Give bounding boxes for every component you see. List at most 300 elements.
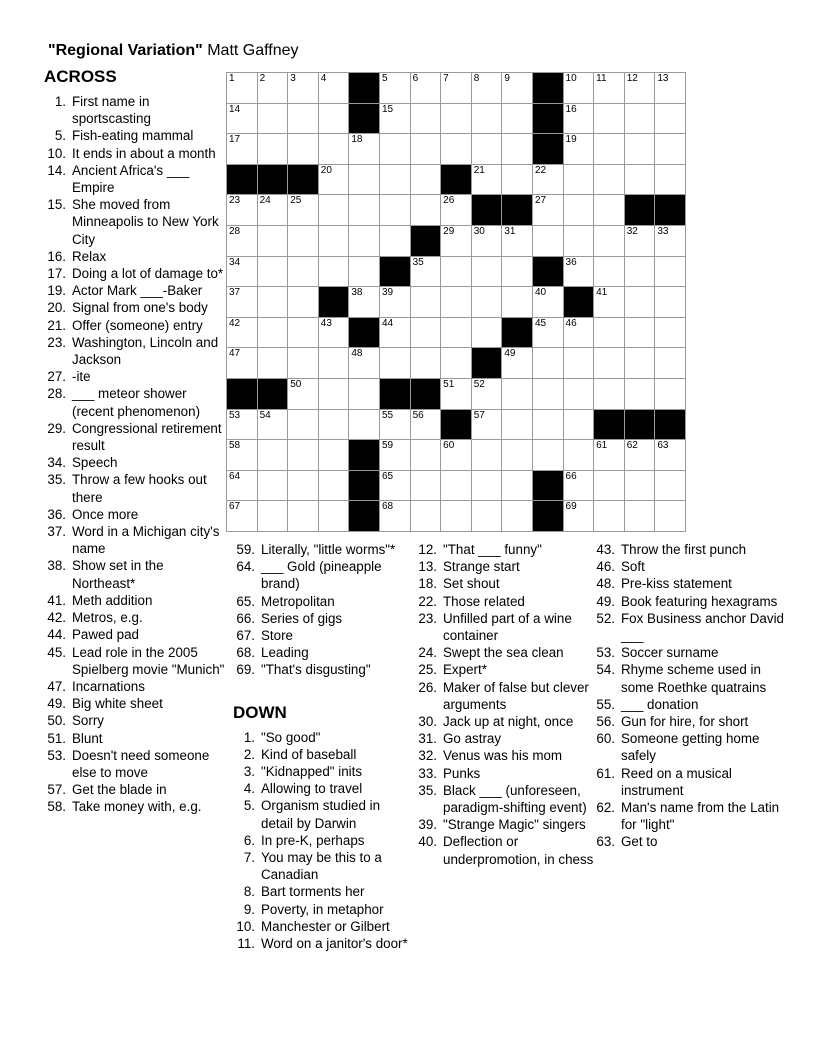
clue-item: [593, 696, 786, 713]
grid-cell[interactable]: [319, 501, 349, 531]
grid-cell[interactable]: [564, 471, 594, 501]
grid-cell[interactable]: [655, 440, 685, 470]
grid-cell[interactable]: [594, 195, 624, 225]
grid-cell[interactable]: [594, 379, 624, 409]
grid-cell[interactable]: [380, 165, 410, 195]
puzzle-title-name: "Regional Variation": [48, 42, 203, 59]
grid-cell[interactable]: [533, 440, 563, 470]
clue-item: [44, 196, 225, 248]
clue-item: [233, 849, 410, 883]
grid-cell[interactable]: [411, 104, 441, 134]
clue-number: 54.: [596, 662, 615, 678]
grid-cell[interactable]: [411, 348, 441, 378]
cell-number: 19: [565, 134, 577, 146]
grid-cell[interactable]: [258, 410, 288, 440]
grid-cell[interactable]: [441, 73, 471, 103]
grid-cell[interactable]: [441, 195, 471, 225]
grid-cell[interactable]: [472, 318, 502, 348]
grid-cell[interactable]: [625, 440, 655, 470]
grid-cell[interactable]: [655, 471, 685, 501]
clue-number: 63.: [596, 834, 615, 850]
grid-cell[interactable]: [594, 226, 624, 256]
grid-cell[interactable]: [411, 134, 441, 164]
grid-cell[interactable]: [502, 134, 532, 164]
grid-cell[interactable]: [441, 348, 471, 378]
grid-cell[interactable]: [472, 379, 502, 409]
grid-cell[interactable]: [655, 73, 685, 103]
clue-number: 4.: [243, 781, 255, 797]
clue-text: Strange start: [443, 559, 520, 575]
grid-cell[interactable]: [594, 165, 624, 195]
grid-cell[interactable]: [227, 257, 257, 287]
grid-black-cell: [625, 195, 655, 225]
grid-cell[interactable]: [655, 165, 685, 195]
grid-cell[interactable]: [564, 440, 594, 470]
grid-cell[interactable]: [655, 318, 685, 348]
grid-cell[interactable]: [655, 226, 685, 256]
grid-cell[interactable]: [564, 501, 594, 531]
cell-number: 9: [504, 73, 510, 84]
grid-cell[interactable]: [564, 104, 594, 134]
grid-cell[interactable]: [319, 73, 349, 103]
grid-cell[interactable]: [288, 73, 318, 103]
grid-cell[interactable]: [227, 104, 257, 134]
grid-cell[interactable]: [441, 379, 471, 409]
cell-number: 23: [229, 195, 241, 207]
clue-item: [593, 661, 786, 695]
grid-black-cell: [655, 410, 685, 440]
grid-cell[interactable]: [441, 318, 471, 348]
grid-cell[interactable]: [625, 257, 655, 287]
grid-cell[interactable]: [441, 501, 471, 531]
cell-number: 29: [443, 225, 455, 237]
grid-cell[interactable]: [655, 379, 685, 409]
grid-cell[interactable]: [258, 73, 288, 103]
grid-cell[interactable]: [227, 287, 257, 317]
grid-cell[interactable]: [655, 104, 685, 134]
grid-cell[interactable]: [564, 410, 594, 440]
clue-item: [593, 730, 786, 764]
grid-cell[interactable]: [533, 195, 563, 225]
grid-cell[interactable]: [594, 471, 624, 501]
clue-text: Get the blade in: [72, 782, 167, 798]
cell-number: 52: [473, 378, 485, 390]
clue-text: Signal from one's body: [72, 300, 208, 316]
clue-text: Ancient Africa's ___ Empire: [72, 162, 190, 196]
clue-number: 32.: [418, 748, 437, 764]
grid-cell[interactable]: [441, 226, 471, 256]
grid-cell[interactable]: [258, 318, 288, 348]
grid-cell[interactable]: [411, 440, 441, 470]
grid-cell[interactable]: [380, 471, 410, 501]
clue-column-2: [233, 541, 410, 952]
grid-cell[interactable]: [564, 257, 594, 287]
clue-number: 52.: [596, 610, 615, 626]
grid-cell[interactable]: [227, 226, 257, 256]
clue-text: Offer (someone) entry: [72, 317, 203, 333]
grid-cell[interactable]: [625, 104, 655, 134]
clue-text: Speech: [72, 455, 118, 471]
clue-item: [44, 712, 225, 729]
clue-text: "That ___ funny": [443, 542, 542, 557]
grid-cell[interactable]: [258, 226, 288, 256]
grid-cell[interactable]: [380, 410, 410, 440]
clue-item: [44, 282, 225, 299]
grid-cell[interactable]: [655, 257, 685, 287]
grid-cell[interactable]: [227, 471, 257, 501]
clue-item: [44, 747, 225, 781]
down-clue-list-1: [233, 729, 410, 953]
clue-item: [415, 747, 594, 764]
grid-cell[interactable]: [349, 134, 379, 164]
clue-text: Punks: [443, 765, 481, 781]
grid-cell[interactable]: [227, 318, 257, 348]
down-clue-list-3: [593, 541, 786, 851]
grid-cell[interactable]: [349, 195, 379, 225]
grid-cell[interactable]: [564, 318, 594, 348]
cell-number: 1: [229, 73, 235, 84]
grid-cell[interactable]: [319, 165, 349, 195]
clue-item: [233, 918, 410, 935]
grid-cell[interactable]: [258, 348, 288, 378]
grid-cell[interactable]: [349, 410, 379, 440]
grid-cell[interactable]: [288, 257, 318, 287]
clue-text: Black ___ (unforeseen, paradigm-shifting event): [443, 782, 587, 816]
grid-cell[interactable]: [380, 348, 410, 378]
grid-cell[interactable]: [625, 287, 655, 317]
grid-cell[interactable]: [564, 73, 594, 103]
grid-cell[interactable]: [288, 348, 318, 378]
clue-text: Soccer surname: [621, 645, 719, 661]
cell-number: 46: [565, 317, 577, 329]
grid-black-cell: [380, 257, 410, 287]
cell-number: 47: [229, 348, 241, 360]
grid-cell[interactable]: [411, 501, 441, 531]
clue-text: "Kidnapped" inits: [261, 764, 363, 780]
grid-cell[interactable]: [227, 501, 257, 531]
grid-cell[interactable]: [594, 134, 624, 164]
grid-cell[interactable]: [564, 348, 594, 378]
grid-cell[interactable]: [288, 287, 318, 317]
clue-item: [44, 798, 225, 815]
grid-cell[interactable]: [472, 287, 502, 317]
grid-cell[interactable]: [502, 410, 532, 440]
cell-number: 51: [443, 378, 455, 390]
grid-cell[interactable]: [411, 410, 441, 440]
grid-cell[interactable]: [411, 257, 441, 287]
clue-item: [44, 145, 225, 162]
grid-cell[interactable]: [227, 348, 257, 378]
clue-number: 39.: [418, 817, 437, 833]
cell-number: 27: [534, 195, 547, 207]
grid-cell[interactable]: [288, 410, 318, 440]
grid-cell[interactable]: [472, 226, 502, 256]
clue-number: 22.: [418, 593, 437, 609]
cell-number: 33: [657, 225, 669, 237]
grid-cell[interactable]: [411, 195, 441, 225]
clue-number: 62.: [596, 800, 615, 816]
grid-cell[interactable]: [533, 226, 563, 256]
grid-cell[interactable]: [472, 410, 502, 440]
grid-cell[interactable]: [594, 318, 624, 348]
grid-black-cell: [594, 410, 624, 440]
clue-text: Meth addition: [72, 592, 153, 608]
grid-black-cell: [411, 379, 441, 409]
clue-item: [415, 644, 594, 661]
grid-cell[interactable]: [411, 287, 441, 317]
clue-item: [415, 593, 594, 610]
clue-item: [233, 729, 410, 746]
grid-cell[interactable]: [380, 134, 410, 164]
clue-number: 36.: [47, 506, 66, 522]
grid-cell[interactable]: [502, 226, 532, 256]
clue-item: [233, 763, 410, 780]
grid-cell[interactable]: [625, 471, 655, 501]
grid-cell[interactable]: [227, 195, 257, 225]
grid-cell[interactable]: [594, 348, 624, 378]
grid-cell[interactable]: [258, 134, 288, 164]
grid-black-cell: [564, 287, 594, 317]
grid-cell[interactable]: [502, 165, 532, 195]
grid-cell[interactable]: [411, 73, 441, 103]
grid-cell[interactable]: [502, 348, 532, 378]
grid-cell[interactable]: [227, 134, 257, 164]
grid-cell[interactable]: [258, 195, 288, 225]
grid-cell[interactable]: [411, 471, 441, 501]
clue-number: 57.: [47, 782, 66, 798]
clue-number: 37.: [47, 524, 66, 540]
grid-cell[interactable]: [411, 318, 441, 348]
grid-cell[interactable]: [349, 348, 379, 378]
clue-item: [233, 901, 410, 918]
grid-cell[interactable]: [594, 73, 624, 103]
grid-cell[interactable]: [502, 73, 532, 103]
grid-cell[interactable]: [472, 134, 502, 164]
grid-cell[interactable]: [288, 471, 318, 501]
grid-cell[interactable]: [533, 348, 563, 378]
grid-cell[interactable]: [288, 318, 318, 348]
grid-cell[interactable]: [472, 501, 502, 531]
clue-item: [415, 679, 594, 713]
grid-black-cell: [502, 195, 532, 225]
grid-cell[interactable]: [533, 410, 563, 440]
grid-cell[interactable]: [288, 379, 318, 409]
clue-item: [44, 781, 225, 798]
grid-cell[interactable]: [349, 226, 379, 256]
cell-number: 32: [626, 225, 638, 237]
clue-text: Relax: [72, 248, 107, 264]
grid-cell[interactable]: [625, 134, 655, 164]
grid-cell[interactable]: [258, 287, 288, 317]
grid-cell[interactable]: [380, 104, 410, 134]
grid-cell[interactable]: [319, 471, 349, 501]
cell-number: 12: [626, 73, 638, 84]
cell-number: 62: [626, 440, 638, 452]
grid-cell[interactable]: [349, 165, 379, 195]
grid-cell[interactable]: [319, 440, 349, 470]
grid-cell[interactable]: [533, 318, 563, 348]
grid-cell[interactable]: [472, 73, 502, 103]
clue-item: [593, 799, 786, 833]
grid-cell[interactable]: [380, 226, 410, 256]
clue-item: [44, 592, 225, 609]
grid-cell[interactable]: [319, 195, 349, 225]
clue-item: [233, 661, 410, 678]
crossword-grid: [226, 72, 686, 532]
grid-cell[interactable]: [625, 501, 655, 531]
cell-number: 13: [657, 73, 669, 84]
grid-cell[interactable]: [441, 104, 471, 134]
grid-cell[interactable]: [502, 440, 532, 470]
grid-cell[interactable]: [349, 257, 379, 287]
clue-number: 17.: [47, 266, 66, 282]
grid-black-cell: [288, 165, 318, 195]
grid-cell[interactable]: [441, 287, 471, 317]
grid-cell[interactable]: [625, 318, 655, 348]
grid-cell[interactable]: [533, 287, 563, 317]
clue-text: Lead role in the 2005 Spielberg movie "Munich": [72, 644, 225, 677]
grid-cell[interactable]: [625, 226, 655, 256]
clue-number: 16.: [47, 248, 66, 264]
grid-black-cell: [441, 410, 471, 440]
grid-cell[interactable]: [288, 104, 318, 134]
clue-text: Take money with, e.g.: [72, 799, 202, 815]
grid-cell[interactable]: [441, 471, 471, 501]
grid-cell[interactable]: [258, 440, 288, 470]
grid-cell[interactable]: [594, 440, 624, 470]
clue-number: 10.: [47, 145, 66, 161]
grid-cell[interactable]: [319, 257, 349, 287]
grid-cell[interactable]: [564, 379, 594, 409]
grid-cell[interactable]: [288, 440, 318, 470]
grid-cell[interactable]: [655, 134, 685, 164]
clue-number: 1.: [243, 729, 255, 745]
cell-number: 5: [381, 73, 388, 84]
cell-number: 43: [320, 317, 332, 329]
grid-cell[interactable]: [258, 501, 288, 531]
grid-black-cell: [472, 348, 502, 378]
clue-item: [415, 558, 594, 575]
grid-cell[interactable]: [625, 348, 655, 378]
cell-number: 56: [412, 409, 424, 421]
clue-text: Leading: [261, 645, 309, 661]
grid-cell[interactable]: [288, 195, 318, 225]
grid-cell[interactable]: [349, 287, 379, 317]
grid-cell[interactable]: [227, 410, 257, 440]
cell-number: 10: [565, 73, 577, 84]
grid-cell[interactable]: [564, 165, 594, 195]
grid-cell[interactable]: [319, 379, 349, 409]
grid-cell[interactable]: [411, 165, 441, 195]
grid-cell[interactable]: [441, 134, 471, 164]
grid-cell[interactable]: [655, 287, 685, 317]
grid-cell[interactable]: [502, 379, 532, 409]
clue-text: Sorry: [72, 713, 104, 729]
clue-item: [44, 299, 225, 316]
grid-cell[interactable]: [472, 104, 502, 134]
grid-black-cell: [533, 134, 563, 164]
grid-cell[interactable]: [502, 471, 532, 501]
grid-cell[interactable]: [655, 501, 685, 531]
grid-cell[interactable]: [625, 165, 655, 195]
grid-cell[interactable]: [319, 348, 349, 378]
grid-black-cell: [441, 165, 471, 195]
clue-item: [233, 610, 410, 627]
grid-cell[interactable]: [319, 410, 349, 440]
grid-cell[interactable]: [594, 287, 624, 317]
grid-cell[interactable]: [533, 165, 563, 195]
clue-item: [44, 317, 225, 334]
clue-text: Literally, "little worms"*: [261, 542, 396, 557]
grid-cell[interactable]: [625, 73, 655, 103]
grid-cell[interactable]: [288, 134, 318, 164]
grid-cell[interactable]: [258, 471, 288, 501]
grid-cell[interactable]: [533, 379, 563, 409]
grid-cell[interactable]: [502, 104, 532, 134]
grid-cell[interactable]: [258, 104, 288, 134]
grid-cell[interactable]: [380, 73, 410, 103]
grid-cell[interactable]: [380, 318, 410, 348]
cell-number: 54: [259, 409, 271, 421]
clue-number: 68.: [236, 645, 255, 661]
grid-cell[interactable]: [380, 287, 410, 317]
grid-cell[interactable]: [564, 226, 594, 256]
grid-cell[interactable]: [441, 257, 471, 287]
grid-cell[interactable]: [502, 257, 532, 287]
clue-number: 59.: [236, 542, 255, 557]
grid-cell[interactable]: [319, 134, 349, 164]
grid-cell[interactable]: [564, 195, 594, 225]
cell-number: 55: [381, 409, 394, 421]
grid-cell[interactable]: [288, 501, 318, 531]
grid-cell[interactable]: [472, 165, 502, 195]
grid-cell[interactable]: [472, 471, 502, 501]
clue-item: [44, 471, 225, 505]
grid-black-cell: [349, 471, 379, 501]
grid-cell[interactable]: [655, 348, 685, 378]
grid-cell[interactable]: [472, 257, 502, 287]
grid-cell[interactable]: [319, 104, 349, 134]
grid-cell[interactable]: [380, 440, 410, 470]
cell-number: 7: [443, 73, 449, 84]
grid-cell[interactable]: [502, 501, 532, 531]
grid-cell[interactable]: [502, 287, 532, 317]
grid-cell[interactable]: [380, 195, 410, 225]
grid-cell[interactable]: [380, 501, 410, 531]
grid-cell[interactable]: [319, 226, 349, 256]
cell-number: 45: [534, 317, 547, 329]
grid-cell[interactable]: [625, 379, 655, 409]
grid-cell[interactable]: [319, 318, 349, 348]
clue-number: 21.: [47, 317, 66, 333]
grid-cell[interactable]: [288, 226, 318, 256]
grid-cell[interactable]: [594, 501, 624, 531]
grid-black-cell: [533, 471, 563, 501]
grid-cell[interactable]: [472, 440, 502, 470]
grid-cell[interactable]: [594, 257, 624, 287]
clue-text: Once more: [72, 506, 139, 522]
grid-cell[interactable]: [258, 257, 288, 287]
grid-cell[interactable]: [594, 104, 624, 134]
grid-cell[interactable]: [441, 440, 471, 470]
clue-number: 48.: [596, 576, 615, 592]
grid-cell[interactable]: [564, 134, 594, 164]
cell-number: 37: [229, 287, 241, 299]
grid-cell[interactable]: [349, 379, 379, 409]
clue-item: [415, 541, 594, 558]
grid-cell[interactable]: [227, 440, 257, 470]
grid-cell[interactable]: [227, 73, 257, 103]
